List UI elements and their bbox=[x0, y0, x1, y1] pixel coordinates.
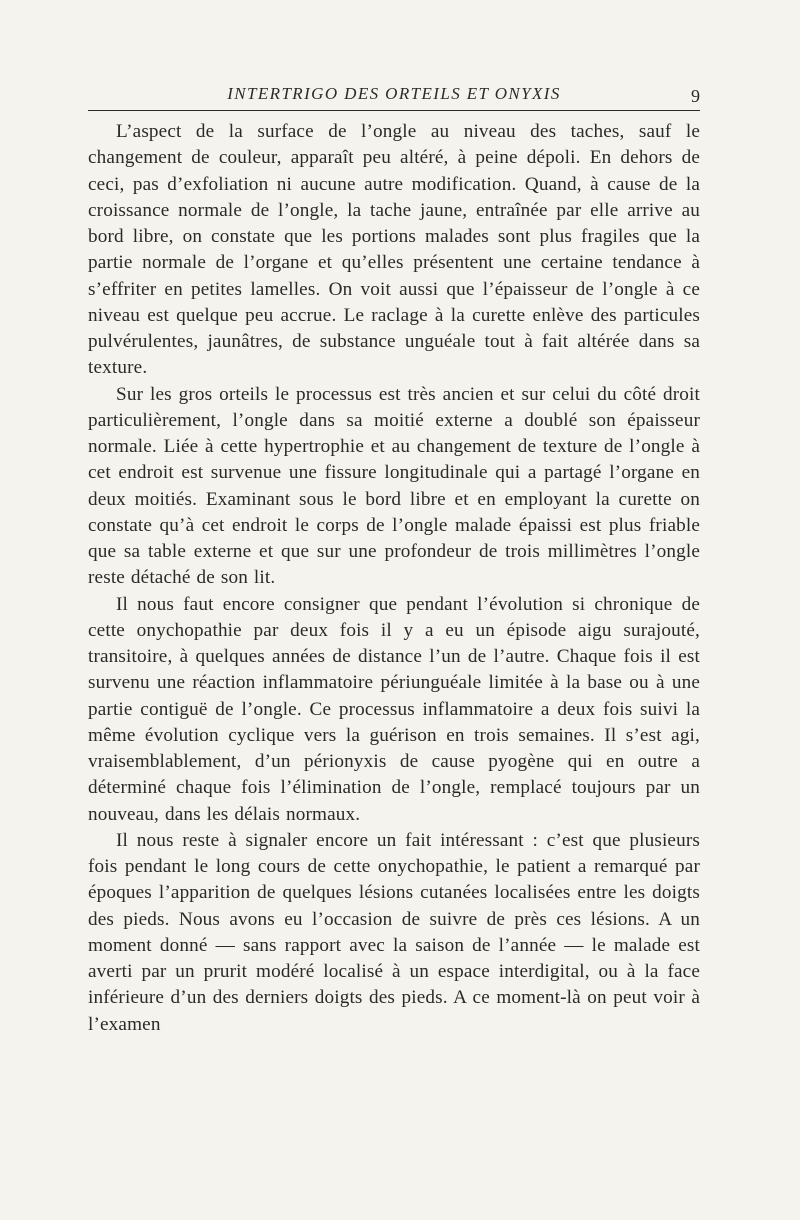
body-text bbox=[88, 119, 700, 1038]
paragraph: Il nous reste à signaler encore un fait intéressant : c’est que plusieurs fois pendant le long cours de cette onychopathie, le patient a remarqué par époques l’apparition de quelques lésions cutanées localisées entre les doigts des pieds. Nous avons eu l’occasion de suivre de près ces lésions. A un moment donné — sans rapport avec la saison de l’année — le malade est averti par un prurit modéré localisé à un espace interdigital, ou à la face inférieure d’un des derniers doigts des pieds. A ce moment-là on peut voir à l’examen bbox=[88, 829, 700, 1035]
header-rule bbox=[88, 110, 700, 111]
paragraph: Il nous faut encore consigner que pendant l’évolution si chronique de cette onychopathie par deux fois il y a eu un épisode aigu surajouté, transitoire, à quelques années de distance l’un de l’autre. Chaque fois il est survenu une réaction inflammatoire périunguéale limitée à la base ou à une partie contiguë de l’ongle. Ce processus inflammatoire a deux fois suivi la même évolution cyclique vers la guérison en trois semaines. Il s’est agi, vraisemblablement, d’un périonyxis de cause pyogène qui en outre a déterminé chaque fois l’élimination de l’ongle, remplacé toujours par un nouveau, dans les délais normaux. bbox=[88, 593, 700, 825]
paragraph: Sur les gros orteils le processus est très ancien et sur celui du côté droit particulièrement, l’ongle dans sa moitié externe a doublé son épaisseur normale. Liée à cette hypertrophie et au changement de texture de l’ongle à cet endroit est survenue une fissure longitudinale qui a partagé l’organe en deux moitiés. Examinant sous le bord libre et en employant la curette on constate qu’à cet endroit le corps de l’ongle malade épaissi est plus friable que sa table externe et que sur une profondeur de trois millimètres l’ongle reste détaché de son lit. bbox=[88, 383, 700, 589]
paragraph: L’aspect de la surface de l’ongle au niveau des taches, sauf le changement de couleur, apparaît peu altéré, à peine dépoli. En dehors de ceci, pas d’exfoliation ni aucune autre modification. Quand, à cause de la croissance normale de l’ongle, la tache jaune, entraînée par elle arrive au bord libre, on constate que les portions malades sont plus fragiles que la partie normale de l’organe et qu’elles présentent une certaine tendance à s’effriter en petites lamelles. On voit aussi que l’épaisseur de l’ongle à ce niveau est quelque peu accrue. Le raclage à la curette enlève des particules pulvérulentes, jaunâtres, de substance unguéale tout à fait altérée dans sa texture. bbox=[88, 121, 700, 379]
page-number: 9 bbox=[691, 86, 700, 106]
running-head bbox=[88, 80, 700, 110]
running-title: INTERTRIGO DES ORTEILS ET ONYXIS bbox=[227, 84, 561, 103]
